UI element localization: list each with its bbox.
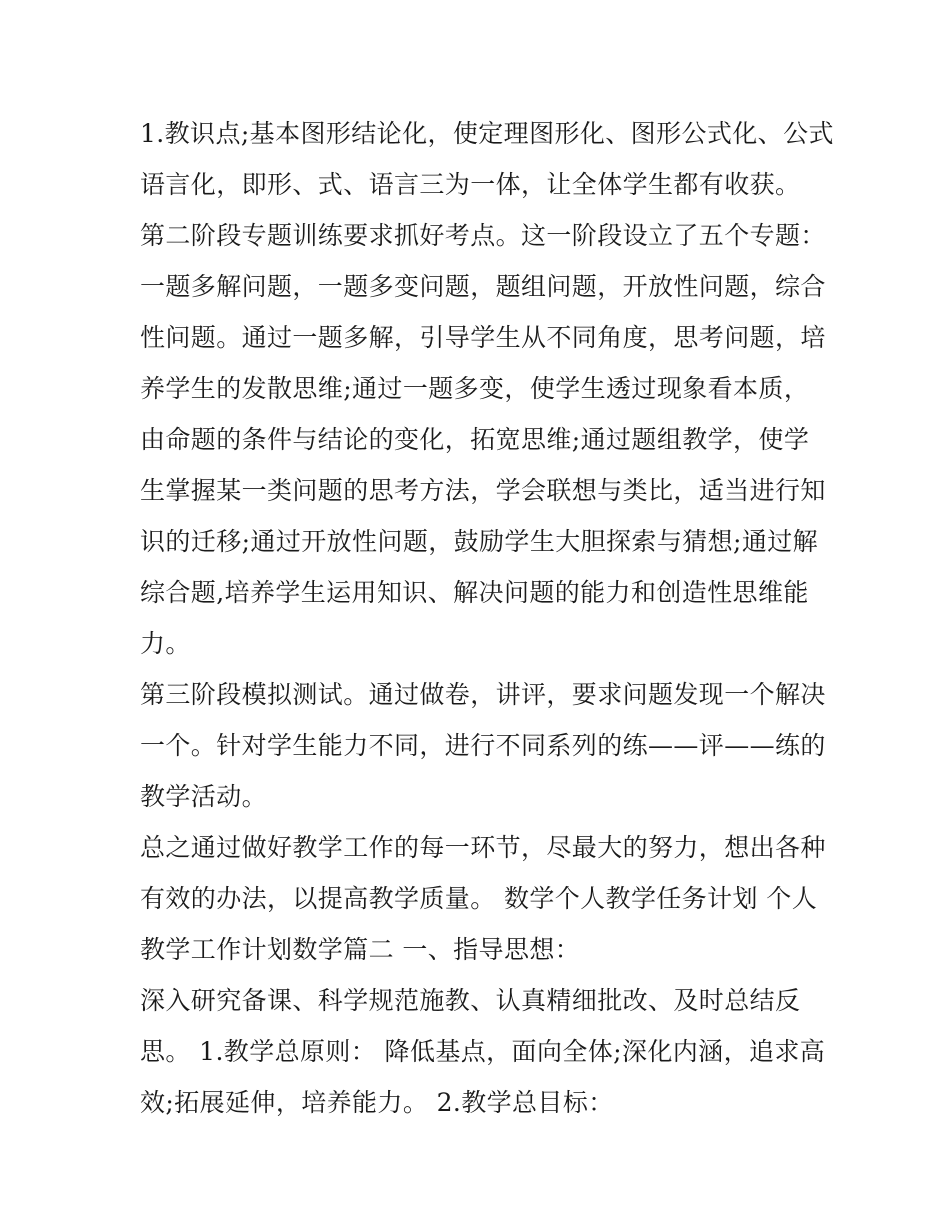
text-line: 总之通过做好教学工作的每一环节，尽最大的努力，想出各种: [140, 833, 826, 862]
text-line: 生掌握某一类问题的思考方法，学会联想与类比，适当进行知: [140, 476, 826, 505]
text-line: 一题多解问题，一题多变问题，题组问题，开放性问题，综合: [140, 272, 826, 301]
text-line: 力。: [140, 629, 191, 658]
text-line: 识的迁移;通过开放性问题，鼓励学生大胆探索与猜想;通过解: [140, 527, 819, 556]
text-line: 教学活动。: [140, 782, 268, 811]
text-line: 养学生的发散思维;通过一题多变，使学生透过现象看本质，: [140, 374, 810, 403]
text-line: 语言化，即形、式、语言三为一体，让全体学生都有收获。: [140, 170, 801, 199]
text-line: 1.教识点;基本图形结论化，使定理图形化、图形公式化、公式: [140, 119, 834, 148]
text-line: 思。 1.教学总原则： 降低基点，面向全体;深化内涵，追求高: [140, 1037, 826, 1066]
text-line: 由命题的条件与结论的变化，拓宽思维;通过题组教学，使学: [140, 425, 810, 454]
text-line: 有效的办法，以提高教学质量。 数学个人教学任务计划 个人: [140, 884, 818, 913]
text-line: 综合题,培养学生运用知识、解决问题的能力和创造性思维能: [140, 578, 809, 607]
text-line: 一个。针对学生能力不同，进行不同系列的练——评——练的: [140, 731, 826, 760]
text-line: 教学工作计划数学篇二 一、指导思想：: [140, 935, 581, 964]
document-body: [140, 108, 834, 1128]
text-line: 第三阶段模拟测试。通过做卷，讲评，要求问题发现一个解决: [140, 680, 826, 709]
text-line: 性问题。通过一题多解，引导学生从不同角度，思考问题，培: [140, 323, 826, 352]
text-line: 深入研究备课、科学规范施教、认真精细批改、及时总结反: [140, 986, 801, 1015]
text-line: 效;拓展延伸，培养能力。 2.教学总目标：: [140, 1088, 614, 1117]
text-line: 第二阶段专题训练要求抓好考点。这一阶段设立了五个专题：: [140, 221, 826, 250]
